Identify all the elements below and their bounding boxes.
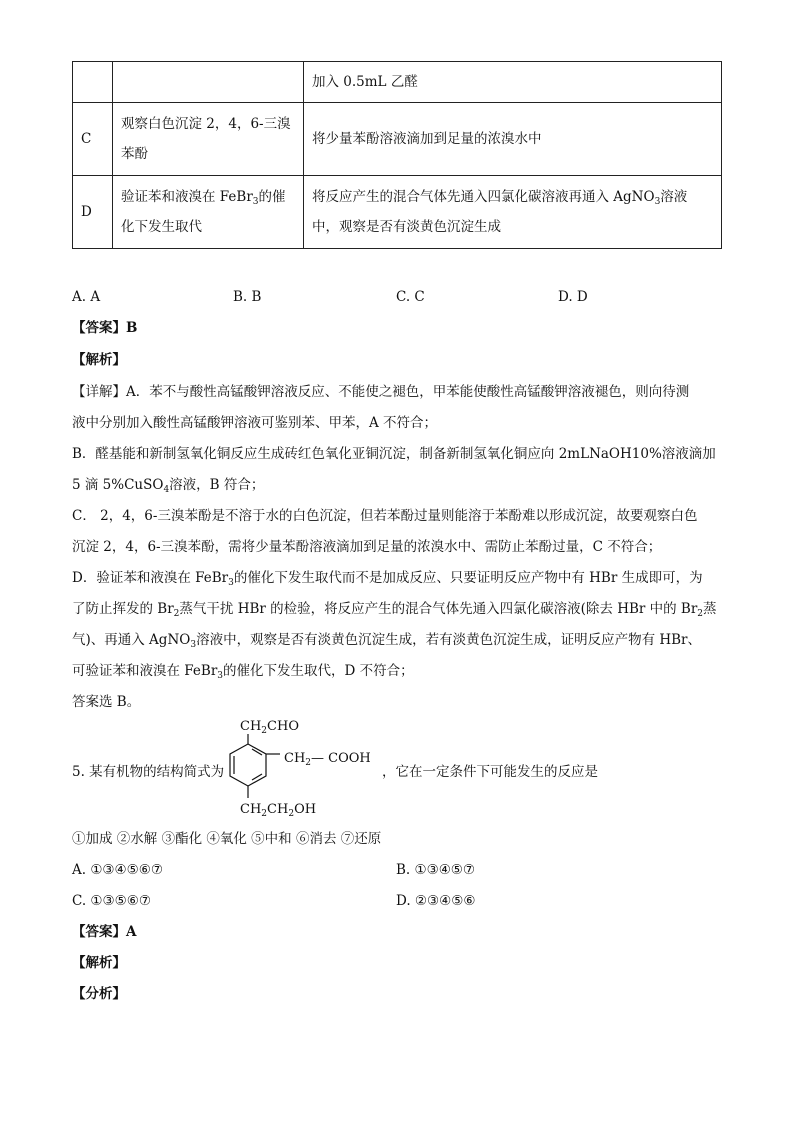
subscript: 2 (697, 609, 704, 619)
text-span: CH (240, 802, 262, 817)
text-span: 5 滴 5%CuSO (72, 477, 164, 493)
text-span: 的催化下发生取代，D 不符合； (223, 663, 414, 679)
answer-label: 【答案】A (72, 924, 137, 940)
conclusion-line: 答案选 B。 (72, 694, 141, 710)
analysis-label: 【解析】 (72, 955, 126, 971)
option-d: D. D (558, 289, 588, 305)
explanation-line (72, 661, 414, 681)
subscript: 3 (217, 671, 224, 681)
subscript: 3 (228, 578, 234, 588)
subscript: 3 (252, 197, 259, 207)
text-span: 蒸气干扰 HBr 的检验，将反应产生的混合气体先通入四氯化碳溶液(除去 HBr 中的 Br (179, 601, 698, 617)
text-span: 气)、再通入 AgNO (72, 632, 191, 648)
analysis-label: 【解析】 (72, 352, 126, 368)
text-span: 溶液中，观察是否有淡黄色沉淀生成，若有淡黄色沉淀生成，证明反应产物有 HBr、 (196, 632, 702, 648)
explanation-line (72, 630, 701, 650)
explanation-line (72, 475, 264, 495)
text-span: CHO (267, 719, 299, 734)
fenxi-label: 【分析】 (72, 986, 126, 1002)
experiment-table (72, 61, 722, 249)
text-span: CH (267, 802, 289, 817)
table-cell-label: D (73, 176, 113, 249)
text-span: 溶液中，观察是否有淡黄色沉淀生成 (312, 189, 688, 235)
text-span: D．验证苯和液溴在 FeBr (72, 570, 229, 586)
explanation-line (72, 599, 717, 619)
option-d: D. ②③④⑤⑥ (396, 893, 476, 909)
answer-label: 【答案】B (72, 320, 138, 336)
subscript: 2 (305, 758, 312, 768)
text-span: 蒸 (703, 601, 717, 617)
substituent-top (240, 719, 299, 735)
subscript: 2 (261, 809, 268, 819)
explanation-line (72, 568, 703, 588)
option-c: C. ①③⑤⑥⑦ (72, 893, 151, 909)
subscript: 2 (288, 809, 295, 819)
subscript: 2 (173, 609, 180, 619)
table-cell-method: 将少量苯酚溶液滴加到足量的浓溴水中 (304, 103, 722, 176)
table-cell-method: 加入 0.5mL 乙醛 (304, 62, 722, 103)
text-span: 验证苯和液溴在 FeBr (121, 189, 253, 205)
subscript: 2 (261, 726, 268, 736)
text-span: 的催化下发生取代 (121, 189, 286, 235)
substituent-right (284, 751, 371, 767)
table-cell-method (304, 176, 722, 249)
table-row (73, 103, 722, 176)
text-span: 可验证苯和液溴在 FeBr (72, 663, 218, 679)
table-cell-aim: 观察白色沉淀 2，4，6-三溴苯酚 (113, 103, 304, 176)
text-span: 溶液，B 符合； (169, 477, 265, 493)
text-span: — COOH (311, 751, 371, 766)
reaction-list: ①加成 ②水解 ③酯化 ④氧化 ⑤中和 ⑥消去 ⑦还原 (72, 831, 382, 847)
table-cell-aim (113, 176, 304, 249)
table-cell-label: C (73, 103, 113, 176)
text-span: CH (284, 751, 306, 766)
question-stem-tail: ，它在一定条件下可能发生的反应是 (382, 764, 598, 780)
explanation-line: B．醛基能和新制氢氧化铜反应生成砖红色氧化亚铜沉淀，制备新制氢氧化铜应向 2mLNaOH10%溶液滴加 (72, 446, 716, 462)
table-cell-aim (113, 62, 304, 103)
question-stem: 5. 某有机物的结构简式为 (72, 764, 225, 780)
subscript: 4 (163, 485, 170, 495)
substituent-bottom (240, 802, 316, 818)
option-c: C. C (396, 289, 425, 305)
text-span: 的催化下发生取代而不是加成反应、只要证明反应产物中有 HBr 生成即可，为 (233, 570, 703, 586)
text-span: 了防止挥发的 Br (72, 601, 174, 617)
text-span: 将反应产生的混合气体先通入四氯化碳溶液再通入 AgNO (312, 189, 655, 205)
option-a: A. ①③④⑤⑥⑦ (72, 862, 163, 878)
subscript: 3 (654, 197, 661, 207)
explanation-line: 【详解】A．苯不与酸性高锰酸钾溶液反应、不能使之褪色，甲苯能使酸性高锰酸钾溶液褪色，则向待测 (72, 384, 690, 400)
table-row (73, 176, 722, 249)
explanation-line: C． 2，4，6-三溴苯酚是不溶于水的白色沉淀，但若苯酚过量则能溶于苯酚难以形成沉淀，故要观察白色 (72, 508, 698, 524)
explanation-line: 液中分别加入酸性高锰酸钾溶液可鉴别苯、甲苯，A 不符合； (72, 415, 438, 431)
structural-formula (200, 716, 390, 822)
subscript: 3 (190, 640, 197, 650)
table-row (73, 62, 722, 103)
text-span: OH (294, 802, 317, 817)
option-a: A. A (72, 289, 101, 305)
option-b: B. B (233, 289, 262, 305)
text-span: CH (240, 719, 262, 734)
explanation-line: 沉淀 2，4，6-三溴苯酚，需将少量苯酚溶液滴加到足量的浓溴水中、需防止苯酚过量，C 不符合； (72, 539, 662, 555)
option-b: B. ①③④⑤⑦ (396, 862, 476, 878)
table-cell-label (73, 62, 113, 103)
